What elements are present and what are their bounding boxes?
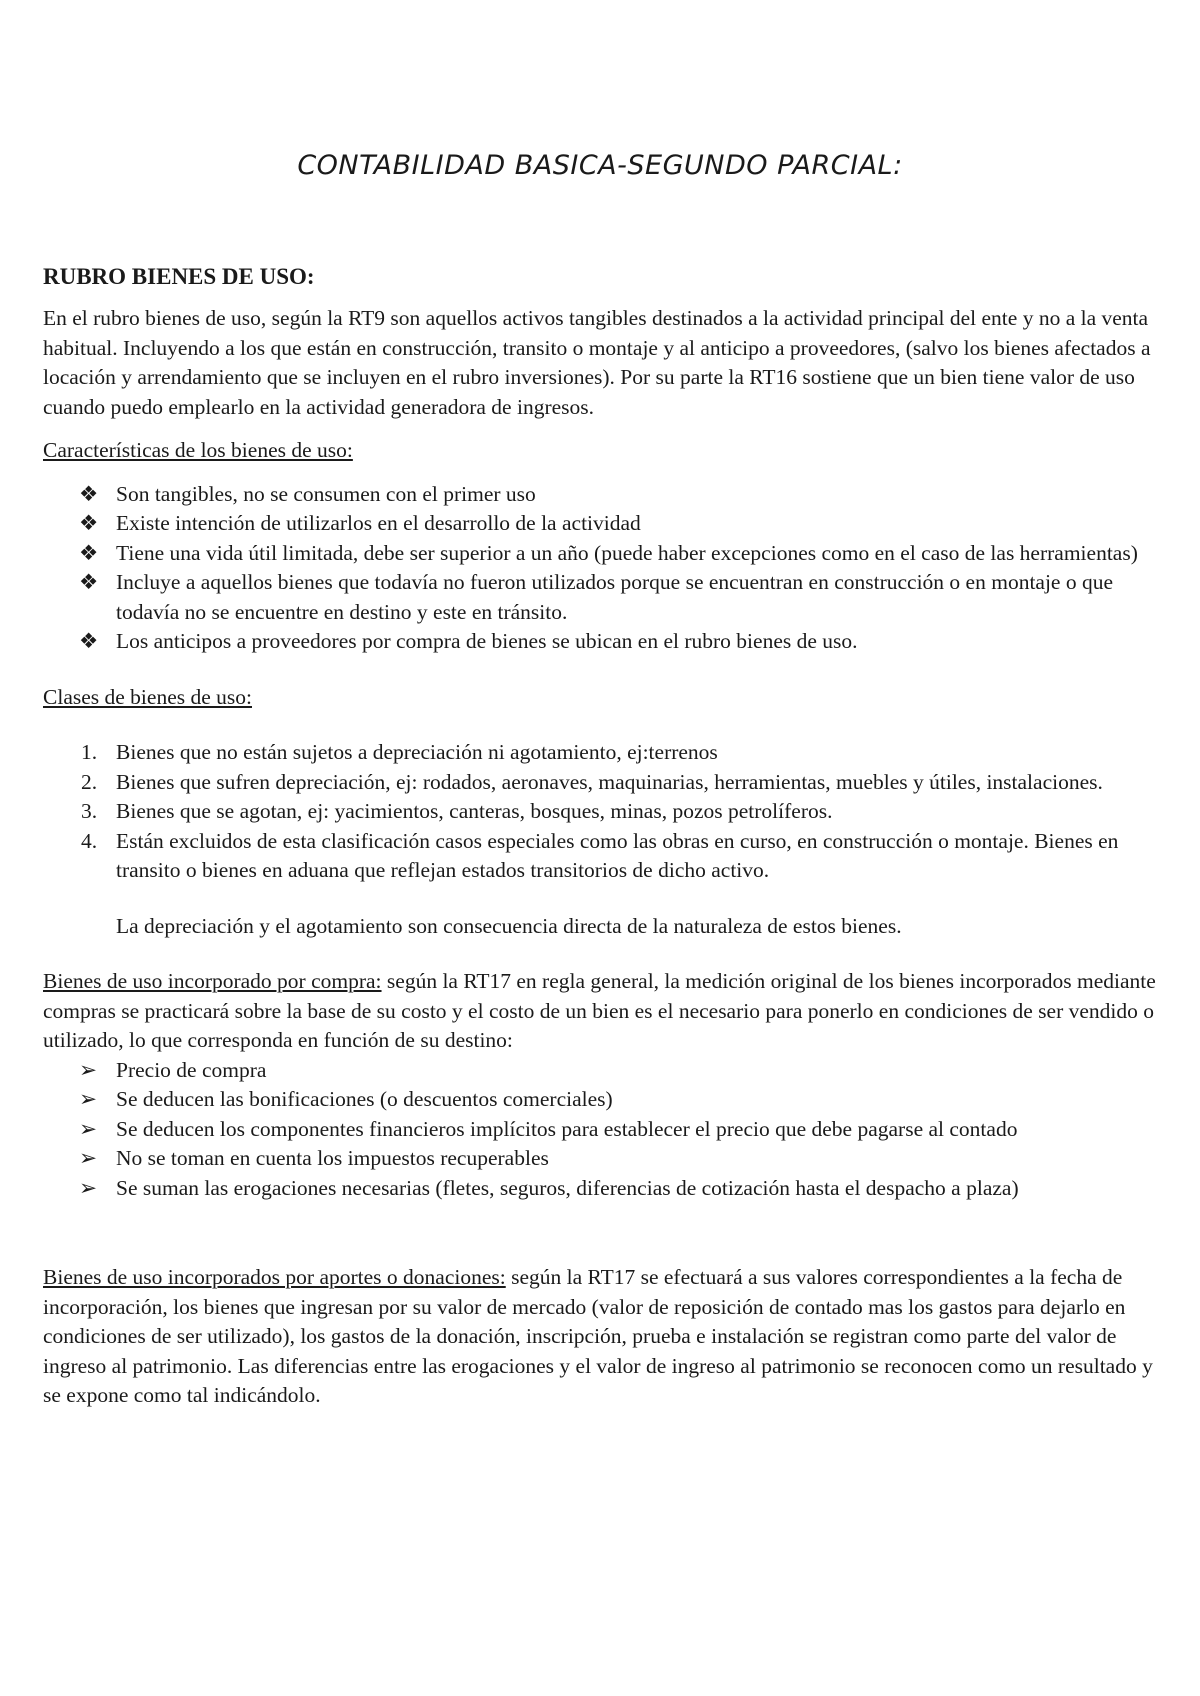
caracteristicas-list <box>43 480 1163 657</box>
diamond-bullet-icon: ❖ <box>79 629 99 653</box>
list-item: 4. Están excluidos de esta clasificación casos especiales como las obras en curso, en construcción o montaje. Bienes en transito o bienes en aduana que reflejan estados transitorios de dicho activo. <box>81 828 1119 882</box>
list-item: ➢ Se deducen las bonificaciones (o descuentos comerciales) <box>43 1085 1163 1115</box>
list-number: 1. <box>81 740 98 764</box>
aportes-paragraph: Bienes de uso incorporados por aportes o donaciones: según la RT17 se efectuará a sus valores correspondientes a la fecha de incorporación, los bienes que ingresan por su valor de mercado (valor de reposición de contado mas los gastos para dejarlo en condiciones de ser utilizado), los gastos de la donación, inscripción, prueba e instalación se registran como parte del valor de ingreso al patrimonio. Las diferencias entre las erogaciones y el valor de ingreso al patrimonio se reconocen como un resultado y se expone como tal indicándolo. <box>43 1265 1153 1407</box>
compra-paragraph: Bienes de uso incorporado por compra: según la RT17 en regla general, la medición original de los bienes incorporados mediante compras se practicará sobre la base de su costo y el costo de un bien es el necesario para ponerlo en condiciones de ser vendido o utilizado, lo que corresponda en función de su destino: <box>43 969 1156 1052</box>
list-item: ➢ Se deducen los componentes financieros implícitos para establecer el precio que debe pagarse al contado <box>43 1115 1163 1145</box>
compra-list <box>43 1056 1163 1204</box>
list-item: ➢ Precio de compra <box>43 1056 1163 1086</box>
compra-label: Bienes de uso incorporado por compra: <box>43 969 382 993</box>
aportes-label: Bienes de uso incorporados por aportes o donaciones: <box>43 1265 506 1289</box>
document-body <box>43 262 1163 1411</box>
clases-note: La depreciación y el agotamiento son consecuencia directa de la naturaleza de estos bienes. <box>116 913 902 938</box>
list-item: ➢ No se toman en cuenta los impuestos recuperables <box>43 1144 1163 1174</box>
diamond-bullet-icon: ❖ <box>79 570 99 594</box>
list-item: 3. Bienes que se agotan, ej: yacimientos, canteras, bosques, minas, pozos petrolíferos. <box>43 797 1163 827</box>
document-title: CONTABILIDAD BASICA-SEGUNDO PARCIAL: <box>297 150 903 181</box>
arrow-bullet-icon: ➢ <box>79 1175 98 1200</box>
clases-list <box>43 738 1163 886</box>
diamond-bullet-icon: ❖ <box>79 511 99 535</box>
caracteristicas-label: Características de los bienes de uso: <box>43 438 353 462</box>
section-heading: RUBRO BIENES DE USO: <box>43 264 315 289</box>
list-item: ➢ Se suman las erogaciones necesarias (fletes, seguros, diferencias de cotización hasta el despacho a plaza) <box>43 1174 1163 1204</box>
diamond-bullet-icon: ❖ <box>79 540 99 565</box>
diamond-bullet-icon: ❖ <box>79 481 99 506</box>
arrow-bullet-icon: ➢ <box>79 1057 98 1082</box>
list-number: 3. <box>81 799 98 823</box>
list-item: ❖ Son tangibles, no se consumen con el primer uso <box>43 480 1163 510</box>
list-number: 2. <box>81 769 98 794</box>
list-number: 4. <box>81 828 98 853</box>
list-item: ❖ Existe intención de utilizarlos en el desarrollo de la actividad <box>43 509 1163 539</box>
arrow-bullet-icon: ➢ <box>79 1087 98 1111</box>
list-item: ❖ Los anticipos a proveedores por compra de bienes se ubican en el rubro bienes de uso. <box>43 627 1163 657</box>
intro-paragraph: En el rubro bienes de uso, según la RT9 son aquellos activos tangibles destinados a la actividad principal del ente y no a la venta habitual. Incluyendo a los que están en construcción, transito o montaje y al anticipo a proveedores, (salvo los bienes afectados a locación y arrendamiento que se incluyen en el rubro inversiones). Por su parte la RT16 sostiene que un bien tiene valor de uso cuando puedo emplearlo en la actividad generadora de ingresos. <box>43 306 1151 419</box>
list-item: ❖ Incluye a aquellos bienes que todavía no fueron utilizados porque se encuentran en construcción o en montaje o que todavía no se encuentre en destino y este en tránsito. <box>79 570 1114 624</box>
list-item: 2. Bienes que sufren depreciación, ej: rodados, aeronaves, maquinarias, herramientas, muebles y útiles, instalaciones. <box>43 768 1163 798</box>
arrow-bullet-icon: ➢ <box>79 1116 98 1141</box>
list-item: ❖ Tiene una vida útil limitada, debe ser superior a un año (puede haber excepciones como en el caso de las herramientas) <box>43 539 1163 569</box>
clases-label: Clases de bienes de uso: <box>43 684 252 709</box>
arrow-bullet-icon: ➢ <box>79 1146 98 1170</box>
list-item: 1. Bienes que no están sujetos a depreciación ni agotamiento, ej:terrenos <box>43 738 1163 768</box>
